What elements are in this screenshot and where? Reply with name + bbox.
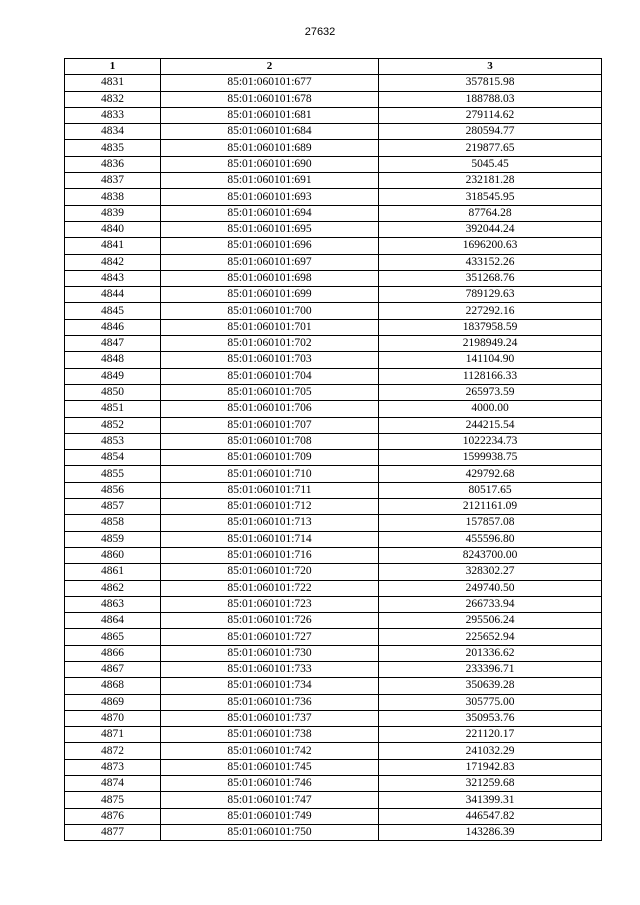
value-cell: 1022234.73 — [379, 433, 602, 449]
cadastral-number-cell: 85:01:060101:707 — [161, 417, 379, 433]
table-row — [65, 401, 602, 417]
cadastral-number-cell: 85:01:060101:722 — [161, 580, 379, 596]
page-number: 27632 — [304, 26, 336, 38]
table-row — [65, 743, 602, 759]
row-number-cell: 4838 — [65, 189, 161, 205]
row-number-cell: 4866 — [65, 645, 161, 661]
table-row — [65, 661, 602, 677]
row-number-cell: 4831 — [65, 75, 161, 91]
row-number-cell: 4867 — [65, 661, 161, 677]
cadastral-number-cell: 85:01:060101:726 — [161, 613, 379, 629]
value-cell: 8243700.00 — [379, 547, 602, 563]
cadastral-number-cell: 85:01:060101:733 — [161, 661, 379, 677]
value-cell: 1128166.33 — [379, 368, 602, 384]
table-row — [65, 238, 602, 254]
table-row — [65, 352, 602, 368]
row-number-cell: 4832 — [65, 91, 161, 107]
table-row — [65, 515, 602, 531]
value-cell: 350639.28 — [379, 678, 602, 694]
table-row — [65, 596, 602, 612]
value-cell: 357815.98 — [379, 75, 602, 91]
data-table — [64, 58, 602, 841]
value-cell: 141104.90 — [379, 352, 602, 368]
table-row — [65, 156, 602, 172]
table-row — [65, 466, 602, 482]
value-cell: 455596.80 — [379, 531, 602, 547]
value-cell: 171942.83 — [379, 759, 602, 775]
row-number-cell: 4855 — [65, 466, 161, 482]
value-cell: 305775.00 — [379, 694, 602, 710]
cadastral-number-cell: 85:01:060101:694 — [161, 205, 379, 221]
row-number-cell: 4862 — [65, 580, 161, 596]
cadastral-number-cell: 85:01:060101:720 — [161, 564, 379, 580]
value-cell: 201336.62 — [379, 645, 602, 661]
table-row — [65, 547, 602, 563]
value-cell: 241032.29 — [379, 743, 602, 759]
table-row — [65, 727, 602, 743]
table-row — [65, 140, 602, 156]
value-cell: 265973.59 — [379, 384, 602, 400]
table-row — [65, 221, 602, 237]
row-number-cell: 4861 — [65, 564, 161, 580]
cadastral-number-cell: 85:01:060101:697 — [161, 254, 379, 270]
column-header-1: 1 — [65, 59, 161, 75]
row-number-cell: 4877 — [65, 824, 161, 840]
table-body — [65, 75, 602, 841]
cadastral-number-cell: 85:01:060101:702 — [161, 336, 379, 352]
table-row — [65, 205, 602, 221]
cadastral-number-cell: 85:01:060101:689 — [161, 140, 379, 156]
row-number-cell: 4852 — [65, 417, 161, 433]
value-cell: 433152.26 — [379, 254, 602, 270]
row-number-cell: 4863 — [65, 596, 161, 612]
table-row — [65, 694, 602, 710]
table-row — [65, 482, 602, 498]
row-number-cell: 4845 — [65, 303, 161, 319]
table-row — [65, 776, 602, 792]
row-number-cell: 4847 — [65, 336, 161, 352]
row-number-cell: 4868 — [65, 678, 161, 694]
cadastral-number-cell: 85:01:060101:706 — [161, 401, 379, 417]
table-row — [65, 75, 602, 91]
row-number-cell: 4850 — [65, 384, 161, 400]
table-row — [65, 531, 602, 547]
table-row — [65, 384, 602, 400]
cadastral-number-cell: 85:01:060101:711 — [161, 482, 379, 498]
row-number-cell: 4851 — [65, 401, 161, 417]
table-row — [65, 759, 602, 775]
table-row — [65, 107, 602, 123]
table-row — [65, 580, 602, 596]
value-cell: 351268.76 — [379, 270, 602, 286]
row-number-cell: 4864 — [65, 613, 161, 629]
cadastral-number-cell: 85:01:060101:737 — [161, 710, 379, 726]
cadastral-number-cell: 85:01:060101:678 — [161, 91, 379, 107]
cadastral-number-cell: 85:01:060101:745 — [161, 759, 379, 775]
value-cell: 2198949.24 — [379, 336, 602, 352]
table-row — [65, 564, 602, 580]
table-row — [65, 189, 602, 205]
value-cell: 233396.71 — [379, 661, 602, 677]
value-cell: 321259.68 — [379, 776, 602, 792]
cadastral-number-cell: 85:01:060101:734 — [161, 678, 379, 694]
value-cell: 221120.17 — [379, 727, 602, 743]
table-row — [65, 287, 602, 303]
table-row — [65, 645, 602, 661]
cadastral-number-cell: 85:01:060101:727 — [161, 629, 379, 645]
table-row — [65, 433, 602, 449]
table-row — [65, 710, 602, 726]
table-row — [65, 319, 602, 335]
cadastral-number-cell: 85:01:060101:691 — [161, 173, 379, 189]
value-cell: 295506.24 — [379, 613, 602, 629]
table-row — [65, 808, 602, 824]
cadastral-number-cell: 85:01:060101:695 — [161, 221, 379, 237]
row-number-cell: 4846 — [65, 319, 161, 335]
value-cell: 266733.94 — [379, 596, 602, 612]
row-number-cell: 4833 — [65, 107, 161, 123]
value-cell: 789129.63 — [379, 287, 602, 303]
cadastral-number-cell: 85:01:060101:698 — [161, 270, 379, 286]
row-number-cell: 4857 — [65, 499, 161, 515]
table-row — [65, 368, 602, 384]
cadastral-number-cell: 85:01:060101:716 — [161, 547, 379, 563]
row-number-cell: 4870 — [65, 710, 161, 726]
table-row — [65, 678, 602, 694]
value-cell: 80517.65 — [379, 482, 602, 498]
value-cell: 5045.45 — [379, 156, 602, 172]
cadastral-number-cell: 85:01:060101:746 — [161, 776, 379, 792]
value-cell: 157857.08 — [379, 515, 602, 531]
cadastral-number-cell: 85:01:060101:713 — [161, 515, 379, 531]
cadastral-number-cell: 85:01:060101:703 — [161, 352, 379, 368]
row-number-cell: 4834 — [65, 124, 161, 140]
value-cell: 279114.62 — [379, 107, 602, 123]
row-number-cell: 4839 — [65, 205, 161, 221]
value-cell: 232181.28 — [379, 173, 602, 189]
cadastral-number-cell: 85:01:060101:738 — [161, 727, 379, 743]
row-number-cell: 4843 — [65, 270, 161, 286]
cadastral-number-cell: 85:01:060101:749 — [161, 808, 379, 824]
cadastral-number-cell: 85:01:060101:710 — [161, 466, 379, 482]
row-number-cell: 4865 — [65, 629, 161, 645]
row-number-cell: 4876 — [65, 808, 161, 824]
value-cell: 4000.00 — [379, 401, 602, 417]
cadastral-number-cell: 85:01:060101:736 — [161, 694, 379, 710]
row-number-cell: 4869 — [65, 694, 161, 710]
value-cell: 227292.16 — [379, 303, 602, 319]
row-number-cell: 4859 — [65, 531, 161, 547]
cadastral-number-cell: 85:01:060101:712 — [161, 499, 379, 515]
cadastral-number-cell: 85:01:060101:699 — [161, 287, 379, 303]
column-header-2: 2 — [161, 59, 379, 75]
cadastral-number-cell: 85:01:060101:677 — [161, 75, 379, 91]
cadastral-number-cell: 85:01:060101:705 — [161, 384, 379, 400]
row-number-cell: 4856 — [65, 482, 161, 498]
table-row — [65, 270, 602, 286]
cadastral-number-cell: 85:01:060101:730 — [161, 645, 379, 661]
column-header-3: 3 — [379, 59, 602, 75]
value-cell: 446547.82 — [379, 808, 602, 824]
value-cell: 280594.77 — [379, 124, 602, 140]
value-cell: 219877.65 — [379, 140, 602, 156]
cadastral-number-cell: 85:01:060101:704 — [161, 368, 379, 384]
table-row — [65, 613, 602, 629]
value-cell: 429792.68 — [379, 466, 602, 482]
row-number-cell: 4849 — [65, 368, 161, 384]
value-cell: 2121161.09 — [379, 499, 602, 515]
row-number-cell: 4841 — [65, 238, 161, 254]
cadastral-number-cell: 85:01:060101:747 — [161, 792, 379, 808]
value-cell: 341399.31 — [379, 792, 602, 808]
cadastral-number-cell: 85:01:060101:723 — [161, 596, 379, 612]
value-cell: 87764.28 — [379, 205, 602, 221]
row-number-cell: 4872 — [65, 743, 161, 759]
value-cell: 188788.03 — [379, 91, 602, 107]
cadastral-number-cell: 85:01:060101:708 — [161, 433, 379, 449]
cadastral-number-cell: 85:01:060101:696 — [161, 238, 379, 254]
table-row — [65, 254, 602, 270]
row-number-cell: 4858 — [65, 515, 161, 531]
cadastral-number-cell: 85:01:060101:701 — [161, 319, 379, 335]
table-row — [65, 792, 602, 808]
cadastral-number-cell: 85:01:060101:750 — [161, 824, 379, 840]
table-row — [65, 303, 602, 319]
value-cell: 1837958.59 — [379, 319, 602, 335]
row-number-cell: 4840 — [65, 221, 161, 237]
row-number-cell: 4875 — [65, 792, 161, 808]
cadastral-number-cell: 85:01:060101:693 — [161, 189, 379, 205]
row-number-cell: 4860 — [65, 547, 161, 563]
row-number-cell: 4871 — [65, 727, 161, 743]
table-row — [65, 629, 602, 645]
value-cell: 244215.54 — [379, 417, 602, 433]
cadastral-number-cell: 85:01:060101:700 — [161, 303, 379, 319]
row-number-cell: 4853 — [65, 433, 161, 449]
value-cell: 1599938.75 — [379, 450, 602, 466]
value-cell: 1696200.63 — [379, 238, 602, 254]
cadastral-number-cell: 85:01:060101:681 — [161, 107, 379, 123]
value-cell: 328302.27 — [379, 564, 602, 580]
row-number-cell: 4874 — [65, 776, 161, 792]
value-cell: 249740.50 — [379, 580, 602, 596]
cadastral-number-cell: 85:01:060101:714 — [161, 531, 379, 547]
table-header-row — [65, 59, 602, 75]
row-number-cell: 4842 — [65, 254, 161, 270]
row-number-cell: 4835 — [65, 140, 161, 156]
row-number-cell: 4848 — [65, 352, 161, 368]
cadastral-number-cell: 85:01:060101:742 — [161, 743, 379, 759]
row-number-cell: 4836 — [65, 156, 161, 172]
table-row — [65, 91, 602, 107]
value-cell: 225652.94 — [379, 629, 602, 645]
row-number-cell: 4873 — [65, 759, 161, 775]
table-row — [65, 499, 602, 515]
value-cell: 392044.24 — [379, 221, 602, 237]
cadastral-number-cell: 85:01:060101:690 — [161, 156, 379, 172]
value-cell: 350953.76 — [379, 710, 602, 726]
cadastral-number-cell: 85:01:060101:684 — [161, 124, 379, 140]
row-number-cell: 4837 — [65, 173, 161, 189]
table-row — [65, 824, 602, 840]
value-cell: 143286.39 — [379, 824, 602, 840]
table-row — [65, 173, 602, 189]
row-number-cell: 4844 — [65, 287, 161, 303]
row-number-cell: 4854 — [65, 450, 161, 466]
cadastral-number-cell: 85:01:060101:709 — [161, 450, 379, 466]
table-row — [65, 450, 602, 466]
table-row — [65, 417, 602, 433]
table-row — [65, 336, 602, 352]
value-cell: 318545.95 — [379, 189, 602, 205]
table-row — [65, 124, 602, 140]
